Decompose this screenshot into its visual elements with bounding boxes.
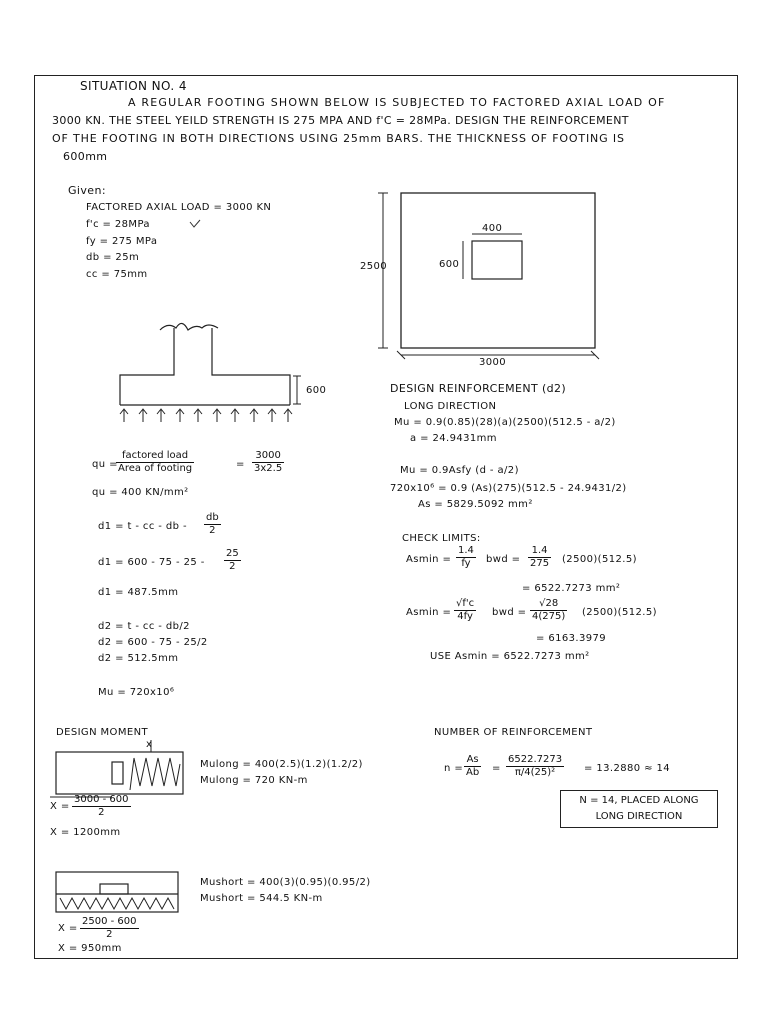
situation-title: SITUATION NO. 4	[80, 79, 187, 93]
soil-pressure-arrows	[120, 409, 292, 422]
a-value: a = 24.9431mm	[410, 433, 497, 444]
asmin2-tail: (2500)(512.5)	[582, 607, 657, 618]
qu-value-fraction: $\frac{3000}{3x2.5}$	[254, 450, 283, 474]
asmin2-result: = 6163.3979	[536, 633, 607, 644]
d2-line-2: d2 = 600 - 75 - 25/2	[98, 637, 208, 648]
given-fc: f'c = 28MPa	[86, 219, 150, 230]
d1-formula-fraction: $\frac{db}{2}$	[206, 512, 219, 536]
design-moment-title: DESIGN MOMENT	[56, 727, 148, 738]
d1-result: d1 = 487.5mm	[98, 587, 179, 598]
asmin1-result: = 6522.7273 mm²	[522, 583, 621, 594]
design-reinforcement-title: DESIGN REINFORCEMENT (d2)	[390, 382, 567, 395]
problem-line-3: OF THE FOOTING IN BOTH DIRECTIONS USING 25mm BARS. THE THICKNESS OF FOOTING IS	[52, 132, 625, 145]
mulong-line-1: Mulong = 400(2.5)(1.2)(1.2/2)	[200, 759, 363, 770]
asmin1-fraction: $\frac{1.4}{fy}$	[458, 545, 474, 569]
given-cc: cc = 75mm	[86, 269, 148, 280]
d2-line-1: d2 = t - cc - db/2	[98, 621, 190, 632]
answer-line-2: LONG DIRECTION	[595, 811, 683, 822]
plan-dim-side: 2500	[360, 261, 388, 272]
given-title: Given:	[68, 184, 106, 197]
plan-view	[378, 193, 599, 359]
x2-lhs: X =	[58, 923, 78, 934]
x2-fraction: $\frac{2500 - 600}{2}$	[82, 916, 137, 940]
asmin1-mid: bwd =	[486, 554, 521, 565]
n-result: = 13.2880 ≈ 14	[584, 763, 670, 774]
mushort-line-2: Mushort = 544.5 KN-m	[200, 893, 323, 904]
plan-dim-bottom: 3000	[479, 357, 507, 368]
qu-lhs: qu =	[92, 459, 118, 470]
mu-equation-1: Mu = 0.9(0.85)(28)(a)(2500)(512.5 - a/2)	[394, 417, 616, 428]
plan-dim-col-h: 600	[439, 259, 460, 270]
qu-eq: =	[236, 459, 245, 470]
d1-substitution: d1 = 600 - 75 - 25 -	[98, 557, 205, 568]
x2-result: X = 950mm	[58, 943, 122, 954]
n-fraction: $\frac{As}{Ab}$	[466, 754, 480, 778]
mushort-line-1: Mushort = 400(3)(0.95)(0.95/2)	[200, 877, 371, 888]
long-direction-label: LONG DIRECTION	[404, 401, 497, 412]
section-thickness: 600	[306, 385, 327, 396]
asmin1-fraction-2: $\frac{1.4}{275}$	[530, 545, 550, 569]
d1-formula: d1 = t - cc - db -	[98, 521, 187, 532]
problem-line-4: 600mm	[63, 150, 108, 163]
given-load: FACTORED AXIAL LOAD = 3000 KN	[86, 202, 272, 213]
x1-result: X = 1200mm	[50, 827, 121, 838]
answer-line-1: N = 14, PLACED ALONG	[579, 795, 699, 806]
as-value: As = 5829.5092 mm²	[418, 499, 533, 510]
answer-box	[560, 790, 718, 828]
asmin2-lhs: Asmin =	[406, 607, 452, 618]
qu-result: qu = 400 KN/mm²	[92, 487, 189, 498]
x1-fraction: $\frac{3000 - 600}{2}$	[74, 794, 129, 818]
asmin2-mid: bwd =	[492, 607, 527, 618]
d1-substitution-fraction: $\frac{25}{2}$	[226, 548, 239, 572]
plan-dim-col-w: 400	[482, 223, 503, 234]
x-label: x	[146, 739, 153, 750]
check-limits-title: CHECK LIMITS:	[402, 533, 481, 544]
given-db: db = 25m	[86, 252, 140, 263]
moment-sketch-long	[50, 740, 183, 797]
asmin1-tail: (2500)(512.5)	[562, 554, 637, 565]
moment-sketch-short	[56, 872, 178, 912]
given-fy: fy = 275 MPa	[86, 236, 158, 247]
n-fraction-2: $\frac{6522.7273}{\text{π/4(25)²}}$	[508, 754, 563, 778]
qu-fraction: factored load Area of footing	[118, 450, 193, 474]
n-lhs: n =	[444, 763, 464, 774]
number-reinforcement-title: NUMBER OF REINFORCEMENT	[434, 727, 593, 738]
mu-note: Mu = 720x10⁶	[98, 687, 175, 698]
mulong-line-2: Mulong = 720 KN-m	[200, 775, 308, 786]
use-asmin: USE Asmin = 6522.7273 mm²	[430, 651, 590, 662]
problem-line-1: A REGULAR FOOTING SHOWN BELOW IS SUBJECTED TO FACTORED AXIAL LOAD OF	[128, 96, 666, 109]
asmin2-fraction-2: $\frac{√28}{4(275)}$	[532, 598, 566, 622]
d2-line-3: d2 = 512.5mm	[98, 653, 179, 664]
asmin2-fraction: $\frac{√f'c}{4fy}$	[456, 598, 475, 622]
mu-equation-2: Mu = 0.9Asfy (d - a/2)	[400, 465, 519, 476]
mu-equation-3: 720x10⁶ = 0.9 (As)(275)(512.5 - 24.9431/2)	[390, 483, 627, 494]
problem-line-2: 3000 KN. THE STEEL YEILD STRENGTH IS 275 MPA AND f'C = 28MPa. DESIGN THE REINFORCEMENT	[52, 114, 629, 127]
x1-lhs: X =	[50, 801, 70, 812]
asmin1-lhs: Asmin =	[406, 554, 452, 565]
section-view	[120, 323, 301, 405]
n-eq: =	[492, 763, 501, 774]
